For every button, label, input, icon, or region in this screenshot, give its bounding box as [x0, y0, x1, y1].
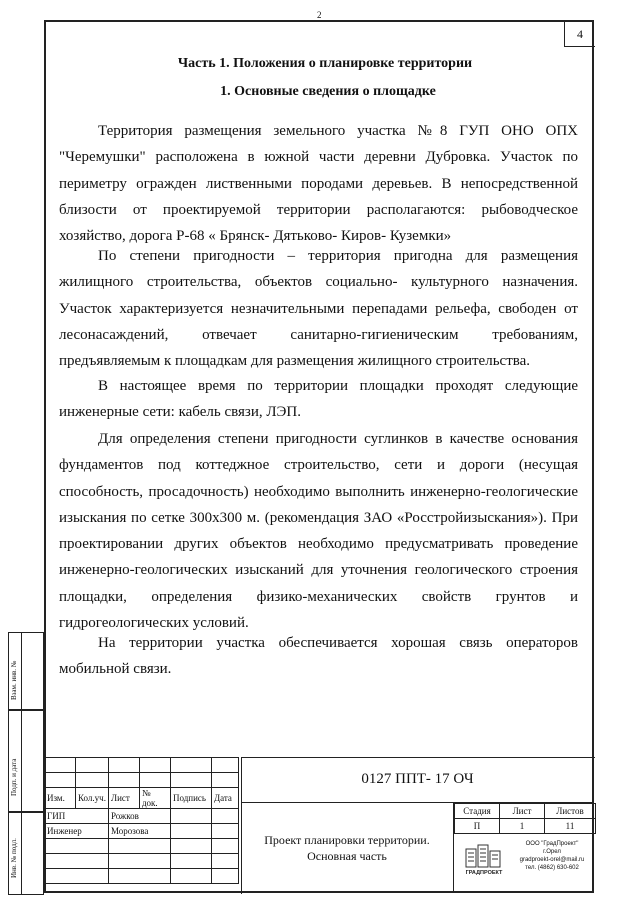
organization-stamp	[458, 836, 594, 888]
stage-value: П	[455, 819, 500, 834]
project-name-line1: Проект планировки территории.	[264, 833, 430, 847]
col-list: Лист	[108, 788, 139, 809]
paragraph: В настоящее время по территории площадки проходят следующие инженерные сети: кабель связи, ЛЭП.	[59, 378, 578, 421]
side-label-podp: Подп. и дата	[10, 758, 18, 796]
paragraph: На территории участка обеспечивается хорошая связь операторов мобильной связи.	[59, 635, 578, 678]
project-name-line2: Основная часть	[307, 849, 387, 863]
paragraph: Для определения степени пригодности суглинков в качестве основания фундаментов под коттеджное строительство, сети и дороги (несущая способность, просадочность) необходимо выполнить инженерно-геологические изыскания по сетке 300х300 м. (рекомендация ЗАО «Росстройизыскания»). При проектировании других объектов необходимо предусматривать проведение инженерно-геологических изысканий для уточнения геологического строения площадки, определения физико-механических свойств грунтов и гидрогеологических условий.	[59, 431, 578, 632]
name-gip: Рожков	[108, 809, 170, 824]
part-heading: Часть 1. Положения о планировке территории	[177, 56, 473, 71]
stage-table	[454, 803, 596, 834]
titleblock-grid	[44, 757, 239, 884]
col-ndoc: № док.	[139, 788, 170, 809]
org-city: г.Орел	[543, 849, 561, 855]
org-email: gradproekt-orel@mail.ru	[519, 857, 585, 863]
logo-text: ГРАДПРОЕКТ	[465, 870, 503, 875]
role-engineer: Инженер	[45, 824, 109, 839]
side-label-inv: Инв. № подл.	[10, 838, 18, 878]
side-label-vzam: Взам. инв. №	[10, 660, 18, 700]
sheet-number-box: 4	[564, 22, 595, 47]
sheet-value: 1	[500, 819, 545, 834]
project-name	[241, 803, 454, 893]
role-gip: ГИП	[45, 809, 109, 824]
stage-header: Стадия	[455, 804, 500, 819]
org-name: ООО "ГрадПроект"	[525, 841, 579, 847]
document-code: 0127 ППТ- 17 ОЧ	[241, 757, 594, 803]
name-engineer: Морозова	[108, 824, 170, 839]
sheet-number-top: 2	[317, 10, 322, 20]
col-koluch: Кол.уч.	[76, 788, 109, 809]
sheets-header: Листов	[545, 804, 596, 819]
company-logo-icon	[462, 841, 506, 875]
organization-info	[510, 840, 594, 872]
paragraph: По степени пригодности – территория пригодна для размещения жилищного строительства, объектов социально- культурного назначения. Участок характеризуется незначительными перепадами рельефа, свободен от лесонасаждений, отвечает санитарно-гигиеническим требованиям, предъявляемым к площадкам для размещения жилищного строительства.	[59, 248, 578, 370]
sheet-header: Лист	[500, 804, 545, 819]
col-izm: Изм.	[45, 788, 76, 809]
col-podpis: Подпись	[170, 788, 211, 809]
org-phone: тел. (4862) 630-602	[525, 865, 579, 871]
paragraph: Территория размещения земельного участка №8 ГУП ОНО ОПХ "Черемушки" расположена в южной части деревни Дубровка. Участок по периметру огражден лиственными породами деревьев. В непосредственной близости от проектируемой территории располагаются: рыбоводческое хозяйство, дорога Р-68 « Брянск- Дятьково- Киров- Куземки»	[59, 123, 578, 245]
sheets-value: 11	[545, 819, 596, 834]
col-data: Дата	[211, 788, 238, 809]
section-heading: 1. Основные сведения о площадке	[220, 84, 436, 99]
side-stamp	[0, 632, 44, 895]
